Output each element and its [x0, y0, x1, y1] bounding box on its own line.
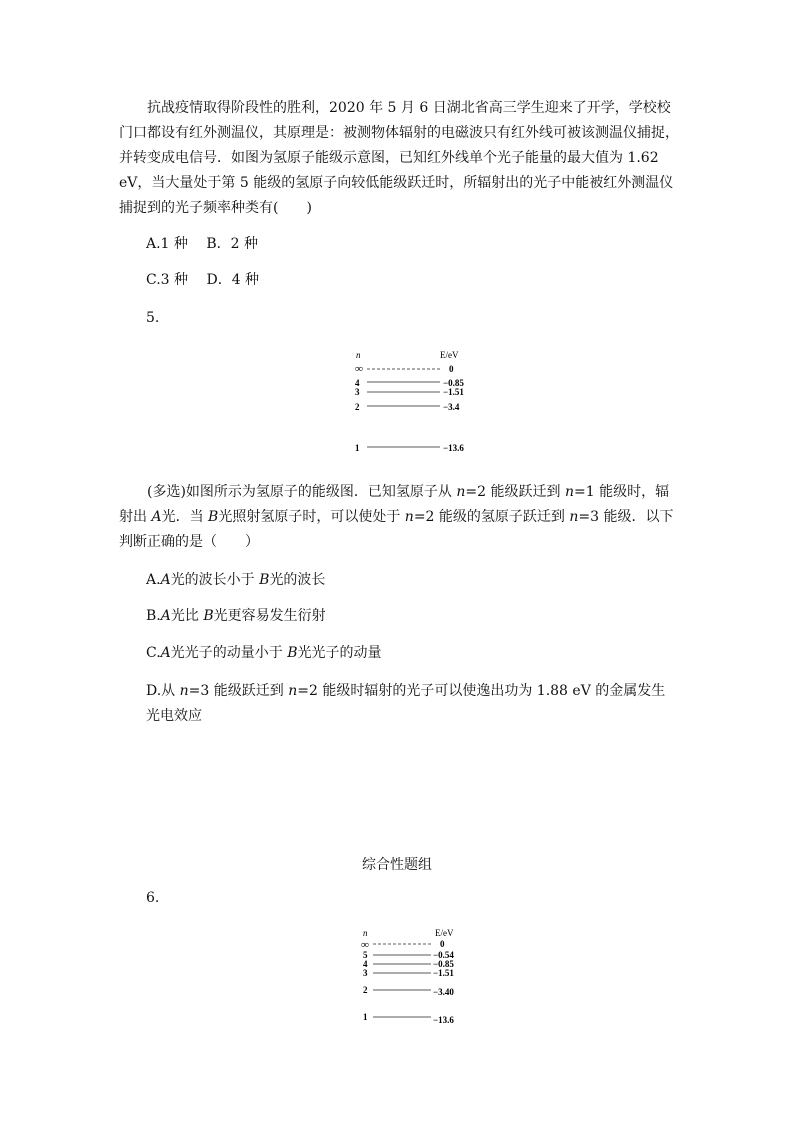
q5-level-e-3: −1.51	[443, 387, 464, 397]
option-var: n	[179, 683, 189, 699]
q5-level-e-4: −0.85	[443, 378, 464, 388]
q5-option-a	[146, 569, 325, 589]
q5-n-header: n	[356, 350, 361, 360]
section-title: 综合性题组	[362, 857, 432, 873]
option-var: B	[287, 645, 298, 661]
q5-stem-text: =3 能级．以下判断正确的是（ ）	[119, 509, 674, 550]
q5-stem-text: =2 能级的氢原子跃迁到	[413, 509, 570, 525]
q5-level-n-3: 3	[355, 387, 360, 397]
q5-stem	[119, 480, 679, 555]
q5-stem-text: =2 能级跃迁到	[465, 484, 565, 500]
q6-energy-level-diagram	[345, 925, 485, 1030]
q5-stem-var: n	[456, 484, 466, 500]
q5-level-n-2: 2	[355, 402, 360, 412]
q4-stem: 抗战疫情取得阶段性的胜利，2020 年 5 月 6 日湖北省高三学生迎来了开学，学校校门口都设有红外测温仪，其原理是：被测物体辐射的电磁波只有红外线可被该测温仪捕捉，并转变成电信号．如图为氢原子能级示意图，已知红外线单个光子能量的最大值为 1.62 eV，当大量处于第 5 能级的氢原子向较低能级跃迁时，所辐射出的光子中能被红外测温仪捕捉到的光子频率种类有( )	[119, 100, 679, 216]
option-text: =2 能级时辐射的光子可以使逸出功为 1.88 eV 的金属发生光电效应	[146, 683, 666, 724]
option-text: D.从	[146, 683, 180, 699]
q5-level-e-1: −13.6	[443, 443, 464, 453]
option-var: A	[160, 572, 171, 588]
q6-level-n-4: 4	[363, 959, 368, 969]
q5-stem-text: 光．当	[161, 509, 209, 525]
option-text: C.	[146, 645, 161, 661]
q6-level-e-4: −0.85	[433, 959, 454, 969]
q6-number: 6.	[146, 890, 160, 906]
q6-level-e-3: −1.51	[433, 968, 454, 978]
q6-level-e-inf: 0	[440, 939, 445, 949]
q5-energy-level-diagram	[340, 345, 480, 460]
option-text: 光的波长	[269, 572, 326, 588]
q4-options-row1: A.1 种 B．2 种	[146, 236, 259, 252]
q6-level-e-1: −13.6	[433, 1015, 454, 1025]
q4-options-row2: C.3 种 D．4 种	[146, 272, 260, 288]
q6-level-n-3: 3	[363, 968, 368, 978]
q6-n-header: n	[363, 928, 368, 938]
q5-stem-var: A	[151, 509, 162, 525]
option-var: A	[160, 645, 171, 661]
q5-stem-var: n	[569, 509, 579, 525]
q5-option-d	[146, 679, 679, 729]
q5-stem-var: n	[564, 484, 574, 500]
q6-e-header: E/eV	[435, 928, 454, 938]
option-text: 光更容易发生衍射	[213, 608, 326, 624]
option-text: 光光子的动量	[297, 645, 382, 661]
q5-stem-var: B	[208, 509, 219, 525]
q5-level-n-inf: ∞	[355, 363, 363, 375]
option-text: =3 能级跃迁到	[188, 683, 289, 699]
option-var: B	[259, 572, 270, 588]
q5-stem-text: (多选)如图所示为氢原子的能级图．已知氢原子从	[147, 484, 457, 500]
option-text: B.	[146, 608, 161, 624]
q5-stem-text: 光照射氢原子时，可以使处于	[218, 509, 405, 525]
q5-e-header: E/eV	[440, 350, 459, 360]
option-text: A.	[146, 572, 161, 588]
q5-option-c	[146, 642, 382, 662]
q5-stem-var: n	[404, 509, 414, 525]
q6-level-n-2: 2	[363, 985, 368, 995]
q5-stem-text: =1 能级时，辐射出	[119, 484, 670, 525]
q5-level-e-2: −3.4	[443, 402, 460, 412]
q5-number: 5.	[146, 310, 160, 326]
option-var: n	[288, 683, 298, 699]
q6-level-e-2: −3.40	[433, 987, 454, 997]
option-var: A	[160, 608, 171, 624]
q6-level-n-5: 5	[363, 950, 368, 960]
q5-level-n-1: 1	[355, 443, 360, 453]
option-var: B	[203, 608, 214, 624]
option-text: 光光子的动量小于	[170, 645, 288, 661]
q6-level-n-inf: ∞	[361, 939, 369, 951]
option-text: 光的波长小于	[170, 572, 260, 588]
q5-level-e-inf: 0	[449, 364, 454, 374]
q6-level-n-1: 1	[363, 1012, 368, 1022]
q5-option-b	[146, 605, 326, 625]
q5-level-n-4: 4	[355, 378, 360, 388]
option-text: 光比	[170, 608, 204, 624]
q6-level-e-5: −0.54	[433, 950, 454, 960]
